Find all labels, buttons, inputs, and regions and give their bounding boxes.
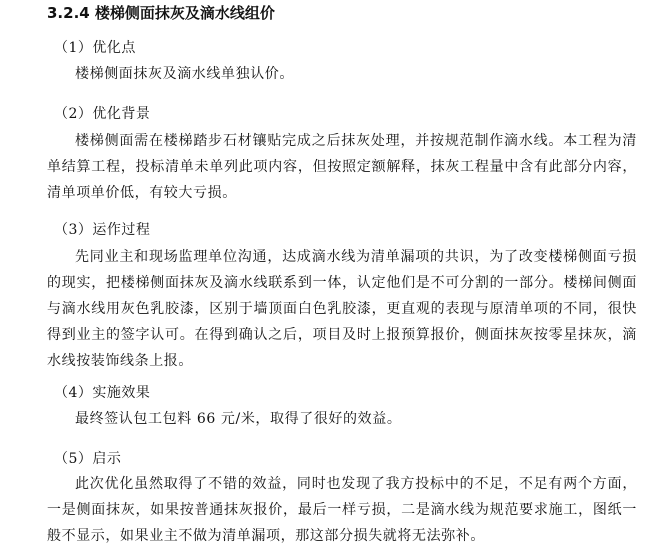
paragraph-optimization-background: 楼梯侧面需在楼梯踏步石材镶贴完成之后抹灰处理，并按规范制作滴水线。本工程为清单结算工程，投标清单未单列此项内容，但按照定额解释，抹灰工程量中含有此部分内容，清单项单价低，有较大亏损。 xyxy=(47,133,637,201)
paragraph-inspiration: 此次优化虽然取得了不错的效益，同时也发现了我方投标中的不足，不足有两个方面，一是侧面抹灰，如果按普通抹灰报价，最后一样亏损，二是滴水线为规范要求施工，图纸一般不显示，如果业主不做为清单漏项，那这部分损失就将无法弥补。 xyxy=(47,476,637,544)
paragraph-implementation-effect: 最终签认包工包料 66 元/米，取得了很好的效益。 xyxy=(75,411,402,427)
heading-optimization-background: （2）优化背景 xyxy=(54,106,151,122)
paragraph-optimization-point: 楼梯侧面抹灰及滴水线单独认价。 xyxy=(75,66,294,82)
heading-inspiration: （5）启示 xyxy=(54,451,122,467)
section-title: 3.2.4 楼梯侧面抹灰及滴水线组价 xyxy=(47,4,275,22)
paragraph-operation-process: 先同业主和现场监理单位沟通，达成滴水线为清单漏项的共识，为了改变楼梯侧面亏损的现实，把楼梯侧面抹灰及滴水线联系到一体，认定他们是不可分割的一部分。楼梯间侧面与滴水线用灰色乳胶漆，区别于墙顶面白色乳胶漆，更直观的表现与原清单项的不同，很快得到业主的签字认可。在得到确认之后，项目及时上报预算报价，侧面抹灰按零星抹灰，滴水线按装饰线条上报。 xyxy=(47,249,637,369)
heading-operation-process: （3）运作过程 xyxy=(54,222,151,238)
heading-implementation-effect: （4）实施效果 xyxy=(54,385,151,401)
heading-optimization-point: （1）优化点 xyxy=(54,40,136,56)
